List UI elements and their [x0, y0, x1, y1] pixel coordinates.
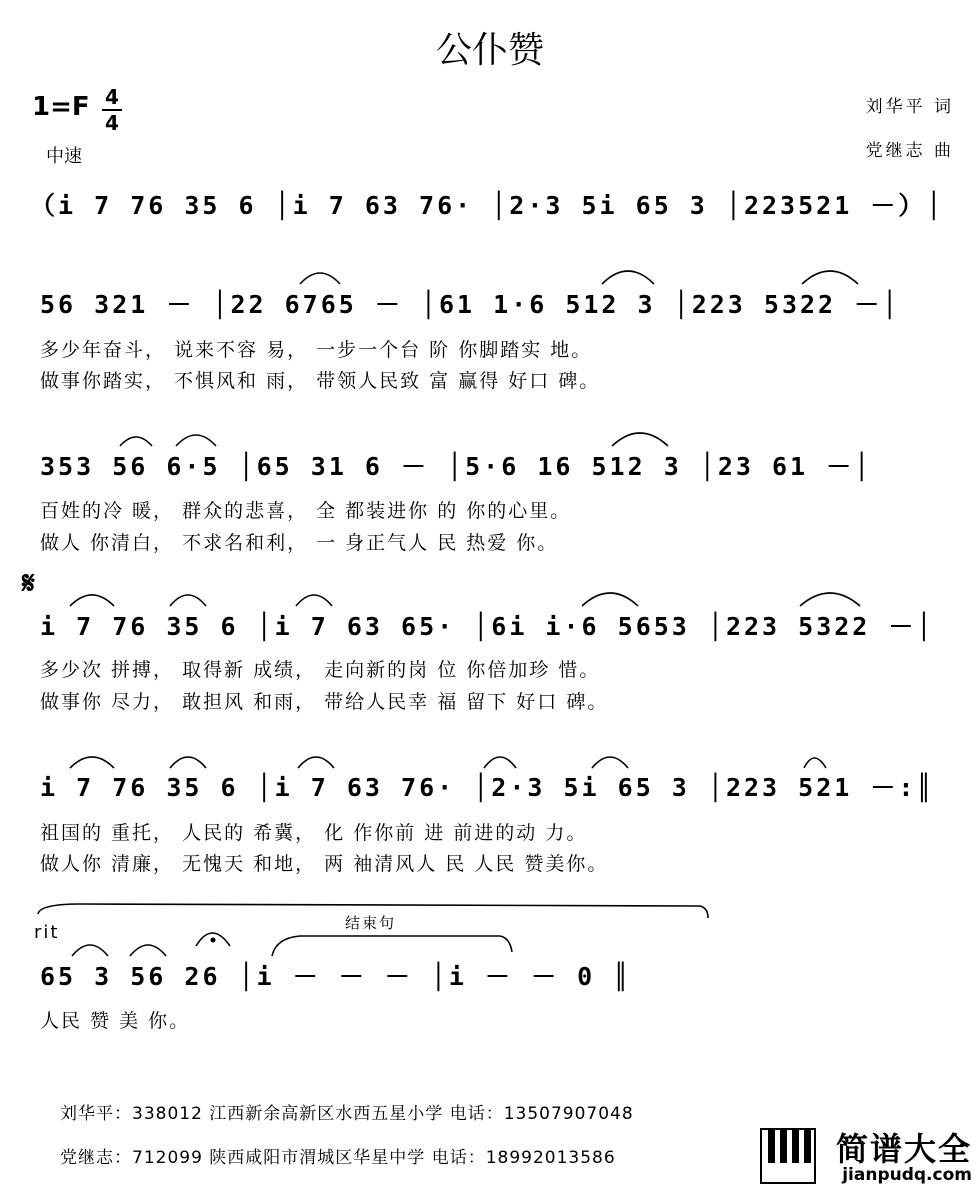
ending-label: 结束句 — [345, 914, 397, 932]
notation-row-2: 56 321 － │22 6765 － │61 1·6 512 3 │223 5322 －│ — [40, 290, 901, 319]
piano-keys-icon — [760, 1128, 816, 1188]
slur-mark — [296, 595, 332, 606]
watermark-title: 简谱大全 — [835, 1130, 972, 1168]
composer-credit: 党继志 曲 — [865, 141, 954, 161]
footer-composer-contact: 党继志：712099 陕西咸阳市渭城区华星中学 电话：18992013586 — [60, 1148, 616, 1168]
lyric-row-2-verse-1: 多少年奋斗， 说来不容 易， 一步一个台 阶 你脚踏实 地。 — [40, 339, 593, 361]
slur-mark — [176, 435, 216, 446]
lyric-row-4-verse-2: 做事你 尽力， 敢担风 和雨， 带给人民幸 福 留下 好口 碑。 — [40, 691, 609, 713]
slur-mark — [602, 271, 654, 284]
slur-mark — [300, 273, 340, 284]
tempo-marking: 中速 — [46, 146, 82, 167]
key-signature: 1=F — [32, 92, 90, 122]
lyric-row-3-verse-1: 百姓的冷 暖， 群众的悲喜， 全 都装进你 的 你的心里。 — [40, 500, 572, 522]
slur-mark — [72, 945, 108, 956]
slur-mark — [170, 595, 206, 606]
lyric-row-2-verse-2: 做事你踏实， 不惧风和 雨， 带领人民致 富 赢得 好口 碑。 — [40, 370, 601, 392]
slur-mark — [582, 593, 638, 606]
rit-marking: rit — [34, 922, 60, 943]
slur-mark — [804, 758, 826, 768]
rit-bracket — [38, 904, 708, 918]
fermata-dot — [211, 938, 216, 943]
notation-row-6: 65 3 56 26 │i － － － │i － － 0 ║ — [40, 962, 632, 991]
segno-sign: 𝄋 — [22, 566, 35, 601]
notation-row-4: i 7 76 35 6 │i 7 63 65· │6i i·6 5653 │223 5322 －│ — [40, 612, 935, 641]
meter-bottom: 4 — [105, 111, 119, 135]
lyricist-credit: 刘华平 词 — [865, 97, 954, 117]
slur-mark — [170, 757, 206, 768]
notation-row-3: 353 56 6·5 │65 31 6 － │5·6 16 512 3 │23 61 －│ — [40, 452, 873, 481]
slur-mark — [592, 757, 628, 768]
slur-mark — [70, 757, 114, 768]
slur-mark — [70, 595, 114, 606]
footer-lyricist-contact: 刘华平：338012 江西新余高新区水西五星小学 电话：13507907048 — [60, 1104, 634, 1124]
meter-top: 4 — [105, 85, 119, 109]
slur-mark — [484, 757, 516, 768]
lyric-row-5-verse-2: 做人你 清廉， 无愧天 和地， 两 袖清风人 民 人民 赞美你。 — [40, 853, 609, 875]
slur-mark — [298, 757, 334, 768]
slur-mark — [802, 271, 858, 284]
lyric-row-4-verse-1: 多少次 拼搏， 取得新 成绩， 走向新的岗 位 你倍加珍 惜。 — [40, 659, 601, 681]
slur-mark — [130, 945, 166, 956]
lyric-row-5-verse-1: 祖国的 重托， 人民的 希冀， 化 作你前 进 前进的动 力。 — [40, 822, 588, 844]
notation-row-1: （i 7 76 35 6 │i 7 63 76· │2·3 5i 65 3 │223521 －）│ — [30, 191, 945, 220]
song-title: 公仆赞 — [435, 30, 544, 71]
slur-mark — [612, 433, 668, 446]
slur-mark — [800, 593, 860, 606]
ending-bracket — [272, 936, 512, 956]
notation-row-5: i 7 76 35 6 │i 7 63 76· │2·3 5i 65 3 │223 521 －:║ — [40, 773, 935, 802]
slur-mark — [120, 437, 152, 446]
watermark-url: jianpudq.com — [842, 1165, 972, 1185]
lyric-row-3-verse-2: 做人 你清白， 不求名和利， 一 身正气人 民 热爱 你。 — [40, 532, 559, 554]
lyric-row-6: 人民 赞 美 你。 — [40, 1010, 191, 1032]
